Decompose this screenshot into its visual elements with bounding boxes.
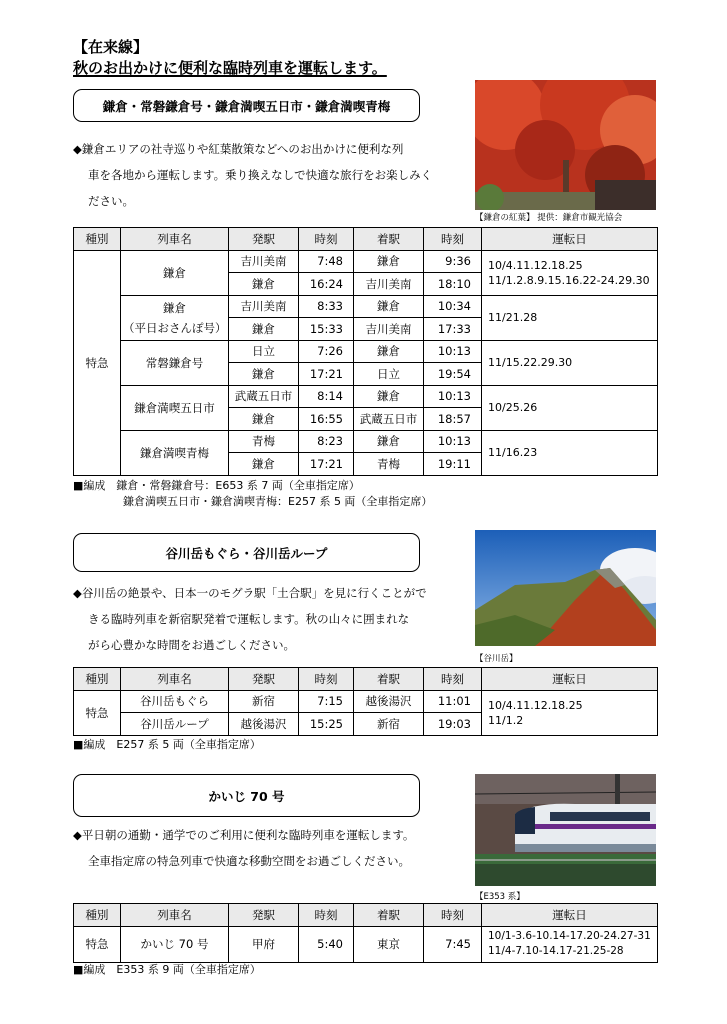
table-cell: 16:24 — [299, 273, 354, 296]
header-cell: 列車名 — [121, 668, 229, 691]
table-cell: 17:21 — [299, 363, 354, 386]
train-type-cell: 特急 — [74, 926, 121, 962]
page-title: 秋のお出かけに便利な臨時列車を運転します。 — [73, 59, 387, 77]
dates-cell: 11/21.28 — [482, 295, 658, 340]
section1-title-box: 鎌倉・常磐鎌倉号・鎌倉満喫五日市・鎌倉満喫青梅 — [73, 89, 420, 122]
table-cell: 吉川美南 — [354, 318, 424, 341]
table-cell: 8:33 — [299, 295, 354, 318]
header-cell: 着駅 — [354, 668, 424, 691]
table-cell: 10:13 — [424, 340, 482, 363]
header-cell: 種別 — [74, 668, 121, 691]
table-cell: 青梅 — [229, 430, 299, 453]
table-cell: 鎌倉 — [354, 340, 424, 363]
table-cell: 吉川美南 — [229, 295, 299, 318]
dates-cell: 11/15.22.29.30 — [482, 340, 658, 385]
table-cell: 9:36 — [424, 250, 482, 273]
table-cell: 鎌倉 — [229, 453, 299, 476]
table-cell: 8:14 — [299, 385, 354, 408]
section2-photo-caption: 【谷川岳】 — [475, 654, 518, 664]
train-name-cell — [121, 295, 229, 340]
table-cell: 19:11 — [424, 453, 482, 476]
section1-intro-line: ◆鎌倉エリアの社寺巡りや紅葉散策などへのお出かけに便利な列 — [73, 142, 404, 156]
dates-cell: 10/25.26 — [482, 385, 658, 430]
section1-photo-caption: 【鎌倉の紅葉】 提供：鎌倉市観光協会 — [475, 213, 623, 223]
table-cell: 鎌倉 — [229, 363, 299, 386]
table-cell: 鎌倉 — [354, 385, 424, 408]
table-cell: 鎌倉 — [354, 250, 424, 273]
table-cell: 新宿 — [354, 713, 424, 736]
section1-intro-line: ださい。 — [88, 194, 134, 208]
dates-cell: 11/16.23 — [482, 430, 658, 475]
train-type-cell: 特急 — [74, 690, 121, 735]
train-name-cell: 鎌倉満喫青梅 — [121, 430, 229, 475]
date-line: 10/4.11.12.18.25 — [488, 698, 583, 712]
table-cell: 19:54 — [424, 363, 482, 386]
tanigawa-mountain-photo — [475, 530, 656, 646]
table-cell: 越後湯沢 — [229, 713, 299, 736]
header-cell: 着駅 — [354, 228, 424, 251]
section3-intro — [73, 822, 468, 874]
table-cell: 8:23 — [299, 430, 354, 453]
header-cell: 発駅 — [229, 228, 299, 251]
table-cell: 10:13 — [424, 430, 482, 453]
table-cell: 15:25 — [299, 713, 354, 736]
section3-timetable — [73, 903, 658, 963]
section1-intro-line: 車を各地から運転します。乗り換えなしで快適な旅行をお楽しみく — [88, 168, 433, 182]
table-cell: 武蔵五日市 — [229, 385, 299, 408]
table-cell: 新宿 — [229, 690, 299, 713]
header-cell: 時刻 — [299, 668, 354, 691]
section3-photo-caption: 【E353 系】 — [475, 892, 525, 902]
section1-intro — [73, 136, 463, 214]
table-cell: 11:01 — [424, 690, 482, 713]
header-cell: 運転日 — [482, 904, 658, 927]
header-cell: 種別 — [74, 228, 121, 251]
section3-title-box: かいじ 70 号 — [73, 774, 420, 817]
e353-train-photo — [475, 774, 656, 886]
train-name-cell: 鎌倉 — [121, 250, 229, 295]
category-label: 【在来線】 — [73, 38, 149, 56]
header-cell: 種別 — [74, 904, 121, 927]
section1-timetable — [73, 227, 658, 476]
table-cell: 鎌倉 — [229, 273, 299, 296]
section2-title-box: 谷川岳もぐら・谷川岳ループ — [73, 533, 420, 572]
dates-cell — [482, 250, 658, 295]
header-cell: 時刻 — [299, 904, 354, 927]
table-cell: 武蔵五日市 — [354, 408, 424, 431]
table-cell: 鎌倉 — [354, 430, 424, 453]
section3-formation-note: ■編成 E353 系 9 両（全車指定席） — [73, 963, 261, 976]
table-cell: 吉川美南 — [229, 250, 299, 273]
date-line: 11/4-7.10-14.17-21.25-28 — [488, 945, 624, 957]
train-name-line: （平日おさんぽ号） — [123, 320, 227, 335]
section1-formation-note: ■編成 鎌倉・常磐鎌倉号：E653 系 7 両（全車指定席） — [73, 479, 360, 492]
table-cell: 7:48 — [299, 250, 354, 273]
table-cell: 甲府 — [229, 926, 299, 962]
table-cell: 18:57 — [424, 408, 482, 431]
table-cell: 鎌倉 — [229, 408, 299, 431]
date-line: 11/1.2.8.9.15.16.22-24.29.30 — [488, 273, 650, 287]
table-cell: 17:33 — [424, 318, 482, 341]
table-cell: 7:15 — [299, 690, 354, 713]
table-cell: 鎌倉 — [229, 318, 299, 341]
table-cell: 7:26 — [299, 340, 354, 363]
date-line: 10/1-3.6-10.14-17.20-24.27-31 — [488, 930, 651, 942]
table-cell: 東京 — [354, 926, 424, 962]
kamakura-autumn-photo — [475, 80, 656, 210]
section2-intro-line: がら心豊かな時間をお過ごしください。 — [88, 638, 295, 652]
section2-intro-line: きる臨時列車を新宿駅発着で運転します。秋の山々に囲まれな — [88, 612, 410, 626]
table-cell: 越後湯沢 — [354, 690, 424, 713]
table-cell: 17:21 — [299, 453, 354, 476]
header-cell: 時刻 — [424, 228, 482, 251]
train-name-cell: 常磐鎌倉号 — [121, 340, 229, 385]
table-cell: 18:10 — [424, 273, 482, 296]
train-name-cell: 谷川岳もぐら — [121, 690, 229, 713]
table-cell: 青梅 — [354, 453, 424, 476]
section2-timetable — [73, 667, 658, 736]
section3-intro-line: 全車指定席の特急列車で快適な移動空間をお過ごしください。 — [88, 854, 410, 868]
table-cell: 10:13 — [424, 385, 482, 408]
table-cell: 15:33 — [299, 318, 354, 341]
table-cell: 19:03 — [424, 713, 482, 736]
train-name-cell: 谷川岳ループ — [121, 713, 229, 736]
section2-intro — [73, 580, 468, 658]
section2-formation-note: ■編成 E257 系 5 両（全車指定席） — [73, 738, 261, 751]
table-cell: 鎌倉 — [354, 295, 424, 318]
header-cell: 列車名 — [121, 904, 229, 927]
dates-cell — [482, 690, 658, 735]
table-cell: 日立 — [229, 340, 299, 363]
train-type-cell: 特急 — [74, 250, 121, 475]
date-line: 11/1.2 — [488, 713, 524, 727]
train-name-line: 鎌倉 — [163, 300, 186, 315]
header-cell: 発駅 — [229, 904, 299, 927]
section1-formation-note: 鎌倉満喫五日市・鎌倉満喫青梅：E257 系 5 両（全車指定席） — [123, 495, 433, 508]
table-cell: 吉川美南 — [354, 273, 424, 296]
table-cell: 10:34 — [424, 295, 482, 318]
table-cell: 5:40 — [299, 926, 354, 962]
header-cell: 時刻 — [424, 904, 482, 927]
header-cell: 発駅 — [229, 668, 299, 691]
header-cell: 運転日 — [482, 228, 658, 251]
header-cell: 時刻 — [424, 668, 482, 691]
header-cell: 運転日 — [482, 668, 658, 691]
table-cell: 日立 — [354, 363, 424, 386]
date-line: 10/4.11.12.18.25 — [488, 258, 583, 272]
train-name-cell: 鎌倉満喫五日市 — [121, 385, 229, 430]
section2-intro-line: ◆谷川岳の絶景や、日本一のモグラ駅「土合駅」を見に行くことがで — [73, 586, 427, 600]
dates-cell — [482, 926, 658, 962]
header-cell: 時刻 — [299, 228, 354, 251]
table-cell: 16:55 — [299, 408, 354, 431]
table-cell: 7:45 — [424, 926, 482, 962]
header-cell: 列車名 — [121, 228, 229, 251]
header-cell: 着駅 — [354, 904, 424, 927]
section3-intro-line: ◆平日朝の通勤・通学でのご利用に便利な臨時列車を運転します。 — [73, 828, 415, 842]
train-name-cell: かいじ 70 号 — [121, 926, 229, 962]
